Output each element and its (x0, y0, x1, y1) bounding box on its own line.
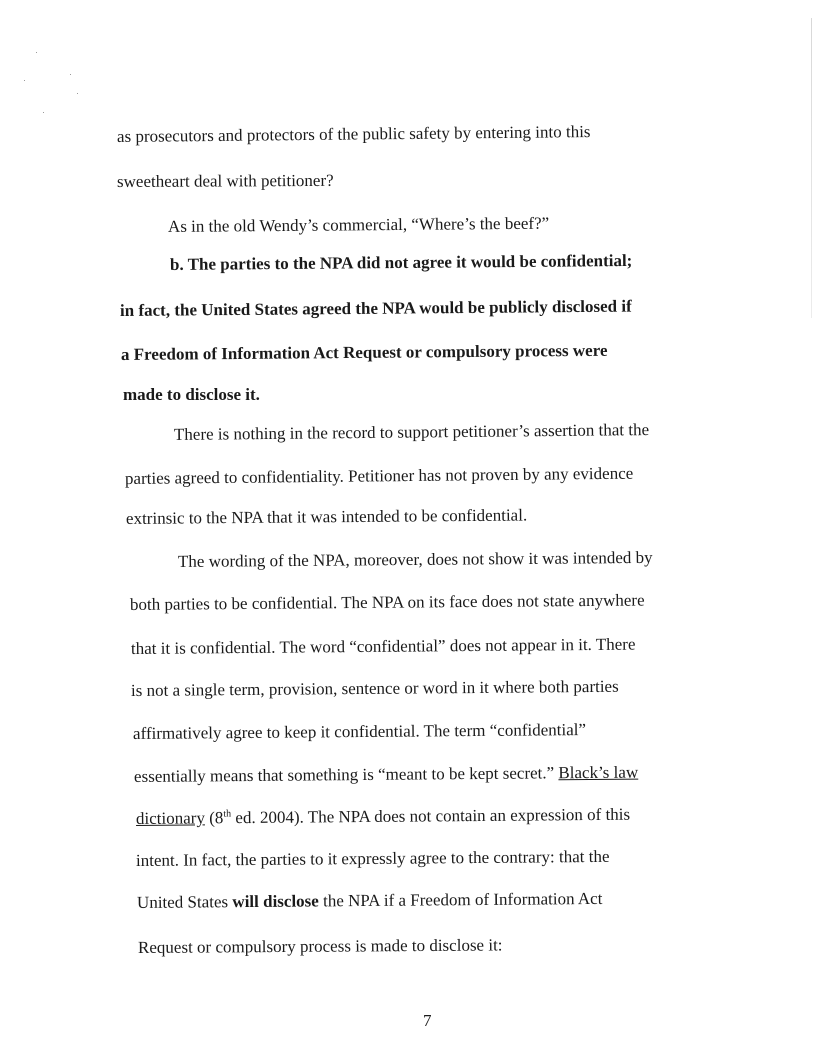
citation-title: Black’s law (558, 762, 639, 783)
body-line: There is nothing in the record to support petitioner’s assertion that the (173, 420, 650, 444)
scan-speck (77, 93, 78, 94)
scan-edge-shadow (811, 18, 812, 318)
citation-lead-text: essentially means that something is “meant to be kept secret.” (133, 763, 555, 786)
body-line: sweetheart deal with petitioner? (116, 170, 334, 191)
section-heading-line: b. The parties to the NPA did not agree it would be confidential; (169, 250, 633, 274)
body-text: the NPA if a Freedom of Information Act (318, 888, 603, 911)
emphasized-text: will disclose (232, 891, 319, 912)
citation-line (136, 804, 630, 830)
body-line: that it is confidential. The word “confidential” does not appear in it. There (130, 634, 636, 658)
body-line: as prosecutors and protectors of the public safety by entering into this (116, 122, 591, 146)
body-line: is not a single term, provision, sentence or word in it where both parties (130, 676, 619, 700)
section-heading-line: made to disclose it. (123, 385, 260, 404)
body-line: parties agreed to confidentiality. Petitioner has not proven by any evidence (124, 463, 634, 488)
scan-speck (43, 112, 44, 113)
body-line: intent. In fact, the parties to it expressly agree to the contrary: that the (135, 846, 610, 870)
body-text: United States (136, 892, 233, 912)
body-line: both parties to be confidential. The NPA on its face does not state anywhere (129, 590, 645, 614)
page-number: 7 (423, 1011, 432, 1030)
citation-edition-rest: ed. 2004). The NPA does not contain an expression of this (231, 804, 631, 828)
scan-speck (70, 74, 71, 75)
body-line: extrinsic to the NPA that it was intended to be confidential. (125, 505, 528, 528)
scan-speck (36, 52, 37, 53)
body-line (137, 888, 603, 914)
body-line: Request or compulsory process is made to disclose it: (137, 935, 503, 957)
citation-superscript: th (223, 808, 232, 820)
citation-line (134, 762, 638, 788)
citation-title: dictionary (135, 808, 205, 828)
body-line: affirmatively agree to keep it confidential. The term “confidential” (132, 720, 587, 743)
body-line: As in the old Wendy’s commercial, “Where’s the beef?” (167, 213, 550, 236)
section-heading-line: a Freedom of Information Act Request or compulsory process were (120, 340, 608, 364)
scan-speck (24, 80, 25, 81)
body-line: The wording of the NPA, moreover, does not show it was intended by (177, 547, 653, 571)
citation-edition: (8 (204, 808, 224, 828)
section-heading-line: in fact, the United States agreed the NPA would be publicly disclosed if (119, 296, 632, 320)
